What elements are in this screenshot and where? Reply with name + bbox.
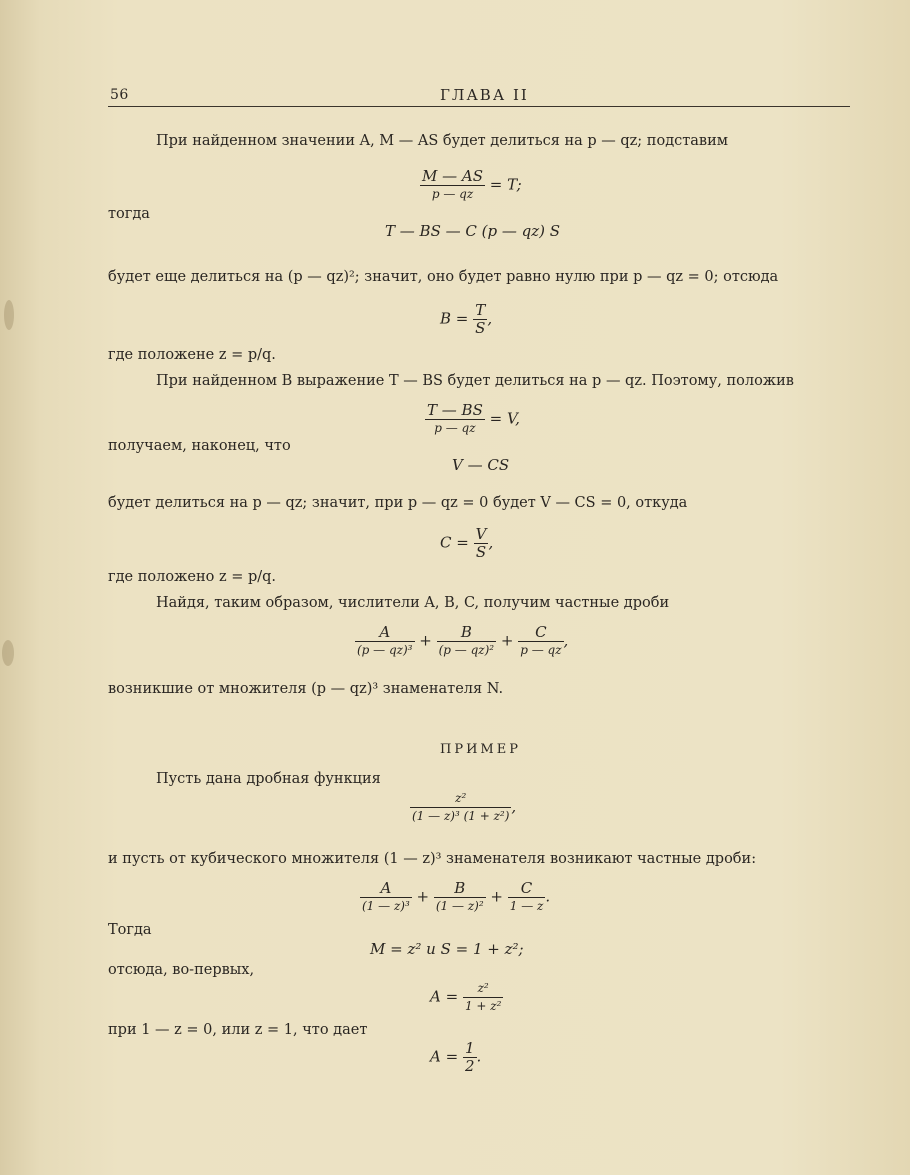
text-togda: тогда bbox=[108, 206, 150, 222]
eq12-tail: . bbox=[476, 1047, 482, 1066]
eq7-a-denominator: (p — qz)³ bbox=[357, 643, 413, 657]
paragraph-5: получаем, наконец, что bbox=[108, 438, 291, 454]
eq3-tail: , bbox=[487, 309, 493, 328]
paper-stain bbox=[4, 300, 14, 330]
eq6-tail: , bbox=[488, 533, 494, 552]
eq4-rhs: = V, bbox=[489, 409, 520, 428]
paragraph-10: Пусть дана дробная функция bbox=[156, 771, 381, 787]
equation-7: $\frac{A}{\text{(p — qz)³}}$ + $\frac{B}{\text{(p — qz)²}}$ + $\frac{C}{p — qz}$ , bbox=[357, 623, 569, 657]
eq9-a-denominator: (1 — z)³ bbox=[362, 899, 410, 913]
eq8-tail: , bbox=[511, 797, 517, 816]
equation-6 bbox=[440, 526, 493, 561]
section-heading: ПРИМЕР bbox=[440, 742, 521, 757]
eq1-denominator: p — qz bbox=[431, 187, 474, 201]
equation-5: V — CS bbox=[452, 456, 510, 474]
paragraph-14: при 1 — z = 0, или z = 1, что дает bbox=[108, 1022, 368, 1038]
chapter-title: ГЛАВА II bbox=[440, 86, 529, 104]
eq6-lhs: C = bbox=[440, 533, 469, 552]
eq3-lhs: B = bbox=[440, 309, 469, 328]
paragraph-13: отсюда, во-первых, bbox=[108, 962, 255, 978]
paragraph-3: где положене z = p/q. bbox=[108, 347, 276, 363]
eq11-lhs: A = bbox=[430, 987, 459, 1006]
equation-11 bbox=[430, 980, 503, 1015]
equation-4 bbox=[425, 402, 520, 437]
eq7-c-denominator: p — qz bbox=[520, 643, 562, 657]
paragraph-1: При найденном значении A, M — AS будет делиться на p — qz; подставим bbox=[156, 133, 729, 149]
header-rule bbox=[108, 106, 850, 107]
eq1-rhs: = T; bbox=[489, 175, 522, 194]
paragraph-4: При найденном B выражение T — BS будет делиться на p — qz. Поэтому, положив bbox=[156, 373, 794, 389]
paragraph-6: будет делиться на p — qz; значит, при p — qz = 0 будет V — CS = 0, откуда bbox=[108, 495, 688, 511]
eq8-numerator: z² bbox=[410, 790, 511, 808]
eq12-lhs: A = bbox=[430, 1047, 459, 1066]
paragraph-7: где положено z = p/q. bbox=[108, 569, 277, 585]
paragraph-11: и пусть от кубического множителя (1 — z)³ знаменателя возникают частные дроби: bbox=[108, 851, 757, 867]
equation-12 bbox=[430, 1040, 481, 1075]
eq1-numerator: M — AS bbox=[422, 167, 484, 185]
paragraph-12: Тогда bbox=[108, 922, 152, 938]
eq7-tail: , bbox=[563, 631, 569, 650]
eq3-denominator: S bbox=[475, 319, 486, 337]
eq4-numerator: T — BS bbox=[427, 401, 483, 419]
paper-stain bbox=[2, 640, 14, 666]
eq9-tail: . bbox=[545, 887, 551, 906]
eq9-b-denominator: (1 — z)² bbox=[435, 899, 484, 913]
page-number: 56 bbox=[110, 87, 129, 103]
eq6-denominator: S bbox=[475, 543, 487, 561]
equation-9: $\frac{A}{\text{(1 — z)³}}$ + $\frac{B}{\text{(1 — z)²}}$ + $\frac{C}{1 — z}$ . bbox=[362, 879, 551, 913]
eq7-b-denominator: (p — qz)² bbox=[438, 643, 495, 657]
eq7-b-numerator: B bbox=[437, 624, 497, 642]
eq8-denominator: (1 — z)³ (1 + z²) bbox=[412, 809, 510, 823]
eq9-b-numerator: B bbox=[434, 880, 486, 898]
paragraph-8: Найдя, таким образом, числители A, B, C, получим частные дроби bbox=[156, 595, 670, 611]
equation-10: M = z² и S = 1 + z²; bbox=[370, 940, 524, 958]
eq12-numerator: 1 bbox=[464, 1039, 475, 1057]
eq7-c-numerator: C bbox=[518, 624, 563, 642]
eq9-c-numerator: C bbox=[508, 880, 546, 898]
eq12-denominator: 2 bbox=[464, 1057, 475, 1075]
eq11-denominator: 1 + z² bbox=[464, 999, 502, 1013]
eq9-c-denominator: 1 — z bbox=[509, 899, 544, 913]
eq11-numerator: z² bbox=[463, 980, 503, 998]
equation-2: T — BS — C (p — qz) S bbox=[385, 222, 561, 240]
equation-8 bbox=[410, 790, 516, 825]
equation-1 bbox=[420, 168, 522, 203]
eq4-denominator: p — qz bbox=[434, 421, 476, 435]
eq7-a-numerator: A bbox=[355, 624, 415, 642]
eq6-numerator: V bbox=[475, 525, 487, 543]
eq9-a-numerator: A bbox=[360, 880, 412, 898]
paragraph-2: будет еще делиться на (p — qz)²; значит, оно будет равно нулю при p — qz = 0; отсюда bbox=[108, 269, 779, 285]
paragraph-9: возникшие от множителя (p — qz)³ знаменателя N. bbox=[108, 681, 504, 697]
eq3-numerator: T bbox=[473, 302, 487, 320]
equation-3 bbox=[440, 302, 492, 337]
